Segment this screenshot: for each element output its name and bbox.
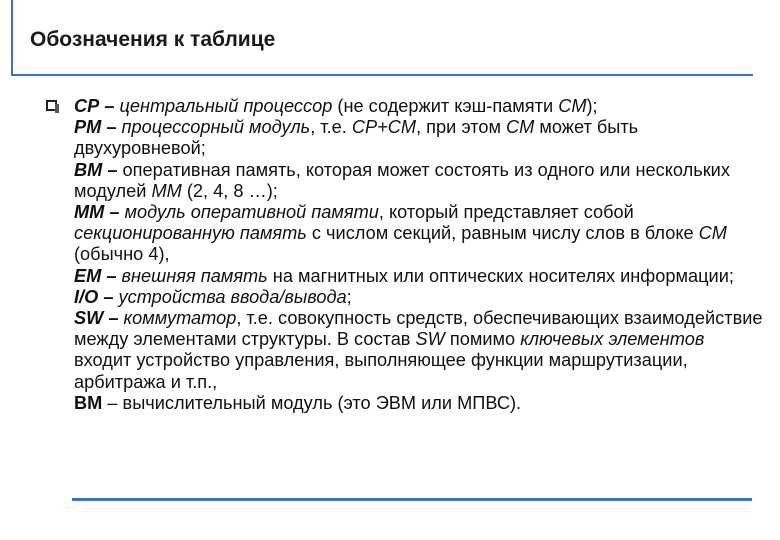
legend-entry-cp — [74, 96, 764, 117]
legend-entry-em — [74, 266, 764, 287]
abbr: SW — [74, 308, 104, 329]
text: (2, 4, 8 …); — [181, 180, 278, 201]
square-bullet-icon — [46, 100, 57, 111]
text: , т.е. — [310, 117, 352, 138]
term: секционированную память — [74, 223, 307, 244]
text: оперативная память, которая может состоять из одного или нескольких модулей — [74, 159, 730, 201]
title-horizontal-rule — [11, 74, 753, 76]
abbr: I/O — [74, 286, 99, 307]
term: устройства ввода/вывода — [118, 286, 347, 307]
text: с числом секций, равным числу слов в блоке — [306, 223, 699, 244]
footer-rule — [72, 498, 752, 501]
dash: – — [104, 202, 125, 223]
ref: CM — [558, 96, 587, 116]
ref: CM — [506, 117, 535, 138]
text: , который представляет собой — [378, 202, 634, 223]
ref: CM — [698, 223, 727, 244]
legend-text — [74, 96, 764, 414]
text: (не содержит кэш-памяти — [332, 96, 559, 116]
term: ключевых элементов — [520, 329, 705, 350]
abbr: BM — [74, 159, 103, 180]
legend-entry-bm-memory — [74, 160, 764, 202]
term: процессорный модуль — [121, 117, 311, 138]
text: ); — [586, 96, 598, 116]
legend-entry-mm — [74, 202, 764, 266]
title-vertical-rule — [11, 0, 13, 76]
text: на магнитных или оптических носителях информации; — [267, 265, 734, 286]
legend-entry-sw — [74, 308, 764, 393]
term: внешняя память — [121, 265, 268, 286]
slide-title: Обозначения к таблице — [30, 28, 276, 51]
ref: MM — [151, 180, 182, 201]
abbr: MM — [74, 202, 105, 223]
dash: – — [102, 392, 123, 413]
term: модуль оперативной памяти — [124, 202, 379, 223]
text: ; — [346, 286, 352, 307]
text: (обычно 4), — [74, 244, 170, 265]
legend-entry-bm-compute — [74, 393, 764, 414]
legend-entry-pm — [74, 117, 764, 159]
dash: – — [101, 117, 122, 138]
dash: – — [102, 159, 123, 180]
text: помимо — [444, 329, 521, 350]
abbr: PM — [74, 117, 102, 138]
ref: SW — [415, 329, 445, 350]
term: коммутатор — [123, 308, 237, 329]
text: , т.е. совокупность средств, обеспечивающих взаимодействие между элементами структуры. В состав — [74, 308, 763, 350]
term: центральный процессор — [119, 96, 333, 116]
text: может быть двухуровневой; — [74, 117, 639, 159]
ref: CP+CM — [351, 117, 417, 138]
text: , при этом — [416, 117, 507, 138]
dash: – — [98, 286, 119, 307]
text: входит устройство управления, выполняющее функции маршрутизации, арбитража и т.п., — [74, 350, 688, 392]
abbr: CP — [74, 96, 100, 116]
dash: – — [101, 265, 122, 286]
abbr: BM — [74, 392, 103, 413]
legend-entry-io — [74, 287, 764, 308]
text: вычислительный модуль (это ЭВМ или МПВС). — [122, 392, 522, 413]
dash: – — [103, 308, 124, 329]
abbr: EM — [74, 265, 102, 286]
dash: – — [99, 96, 120, 116]
